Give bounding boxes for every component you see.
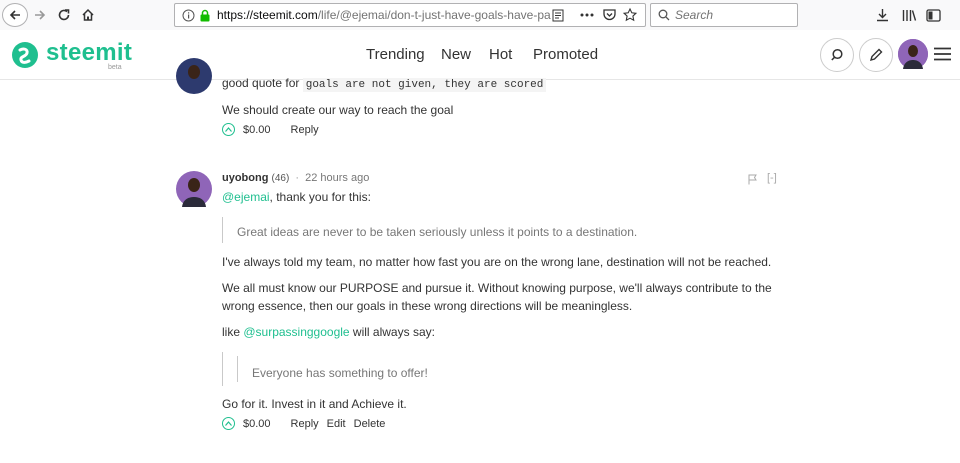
payout-value[interactable]: $0.00 — [243, 417, 271, 430]
bookmark-star-icon[interactable] — [622, 7, 638, 23]
lock-icon[interactable] — [198, 8, 212, 22]
comment-paragraph: wrong essence, then our goals in these wrong directions will be meaningless. — [222, 299, 633, 313]
address-bar[interactable] — [174, 3, 646, 27]
payout-value[interactable]: $0.00 — [243, 123, 271, 136]
comment-text: will always say: — [349, 325, 435, 339]
comment-paragraph: We all must know our PURPOSE and pursue it. Without knowing purpose, we'll always contribute to the — [222, 281, 772, 295]
back-icon — [8, 8, 22, 22]
comment-paragraph — [222, 325, 435, 339]
mention-link[interactable]: @surpassinggoogle — [243, 325, 350, 339]
collapse-toggle[interactable]: [-] — [767, 172, 777, 184]
nav-new[interactable]: New — [441, 46, 472, 63]
comment-actions — [222, 123, 319, 136]
pocket-icon[interactable] — [601, 7, 617, 23]
comment-intro — [222, 190, 371, 204]
reply-link[interactable]: Reply — [290, 417, 319, 430]
upvote-button[interactable] — [222, 417, 235, 430]
blockquote-outer — [222, 352, 428, 386]
comment-paragraph: Go for it. Invest in it and Achieve it. — [222, 397, 407, 411]
logo-beta-label: beta — [108, 64, 122, 71]
separator-dot: · — [295, 172, 300, 184]
back-button[interactable] — [2, 3, 28, 27]
comment-author[interactable]: uyobong — [222, 172, 269, 184]
comment-body: We should create our way to reach the goal — [222, 103, 454, 117]
comment-avatar[interactable] — [176, 171, 212, 207]
comment-paragraph: I've always told my team, no matter how fast you are on the wrong lane, destination will not be reached. — [222, 255, 772, 269]
reload-icon — [57, 8, 71, 22]
comment-avatar[interactable] — [176, 58, 212, 94]
nav-promoted[interactable]: Promoted — [533, 46, 599, 63]
home-button[interactable] — [76, 3, 100, 27]
flag-icon[interactable] — [747, 173, 759, 185]
forward-button[interactable] — [28, 3, 52, 27]
upvote-chevron-icon — [225, 127, 232, 132]
blockquote: Great ideas are never to be taken seriously unless it points to a destination. — [222, 217, 637, 243]
comment-header — [222, 172, 369, 184]
hamburger-menu-icon[interactable] — [933, 45, 951, 63]
author-reputation: (46) — [271, 173, 290, 184]
library-icon[interactable] — [900, 7, 918, 23]
url-path: /life/@ejemai/don-t-just-have-goals-have-pa — [317, 8, 551, 22]
search-button[interactable] — [820, 38, 854, 72]
submit-story-button[interactable] — [859, 38, 893, 72]
comment-text: like — [222, 325, 244, 339]
reply-link[interactable]: Reply — [290, 123, 319, 136]
info-icon[interactable] — [181, 8, 195, 22]
mention-link[interactable]: @ejemai — [222, 190, 270, 204]
url-host: https://steemit.com — [217, 8, 318, 22]
search-placeholder: Search — [675, 8, 714, 22]
comment-text: , thank you for this: — [269, 190, 371, 204]
download-icon[interactable] — [874, 7, 890, 23]
site-header — [0, 30, 960, 80]
comment-line — [222, 76, 546, 91]
edit-link[interactable]: Edit — [326, 417, 346, 430]
sidebar-icon[interactable] — [924, 7, 942, 23]
home-icon — [81, 8, 95, 22]
browser-toolbar — [0, 0, 960, 31]
delete-link[interactable]: Delete — [353, 417, 386, 430]
forward-icon — [33, 8, 47, 22]
comment-timestamp[interactable]: 22 hours ago — [305, 172, 370, 184]
search-icon — [830, 48, 844, 62]
search-icon — [657, 8, 671, 22]
reload-button[interactable] — [52, 3, 76, 27]
nested-blockquote: Everyone has something to offer! — [237, 356, 428, 382]
logo-text[interactable]: steemit — [46, 39, 133, 66]
upvote-button[interactable] — [222, 123, 235, 136]
comments-section — [0, 76, 960, 463]
nav-trending[interactable]: Trending — [366, 46, 425, 63]
upvote-chevron-icon — [225, 421, 232, 426]
search-box[interactable] — [650, 3, 798, 27]
inline-code: goals are not given, they are scored — [303, 78, 547, 92]
nav-hot[interactable]: Hot — [489, 46, 513, 63]
comment-text: good quote for — [222, 76, 303, 90]
comment-actions — [222, 417, 385, 430]
reader-icon[interactable] — [550, 7, 566, 23]
more-icon[interactable] — [578, 7, 596, 23]
url-text[interactable] — [217, 8, 551, 22]
steemit-logo-icon[interactable] — [11, 41, 39, 69]
user-avatar[interactable] — [898, 39, 928, 69]
pencil-icon — [869, 48, 883, 62]
